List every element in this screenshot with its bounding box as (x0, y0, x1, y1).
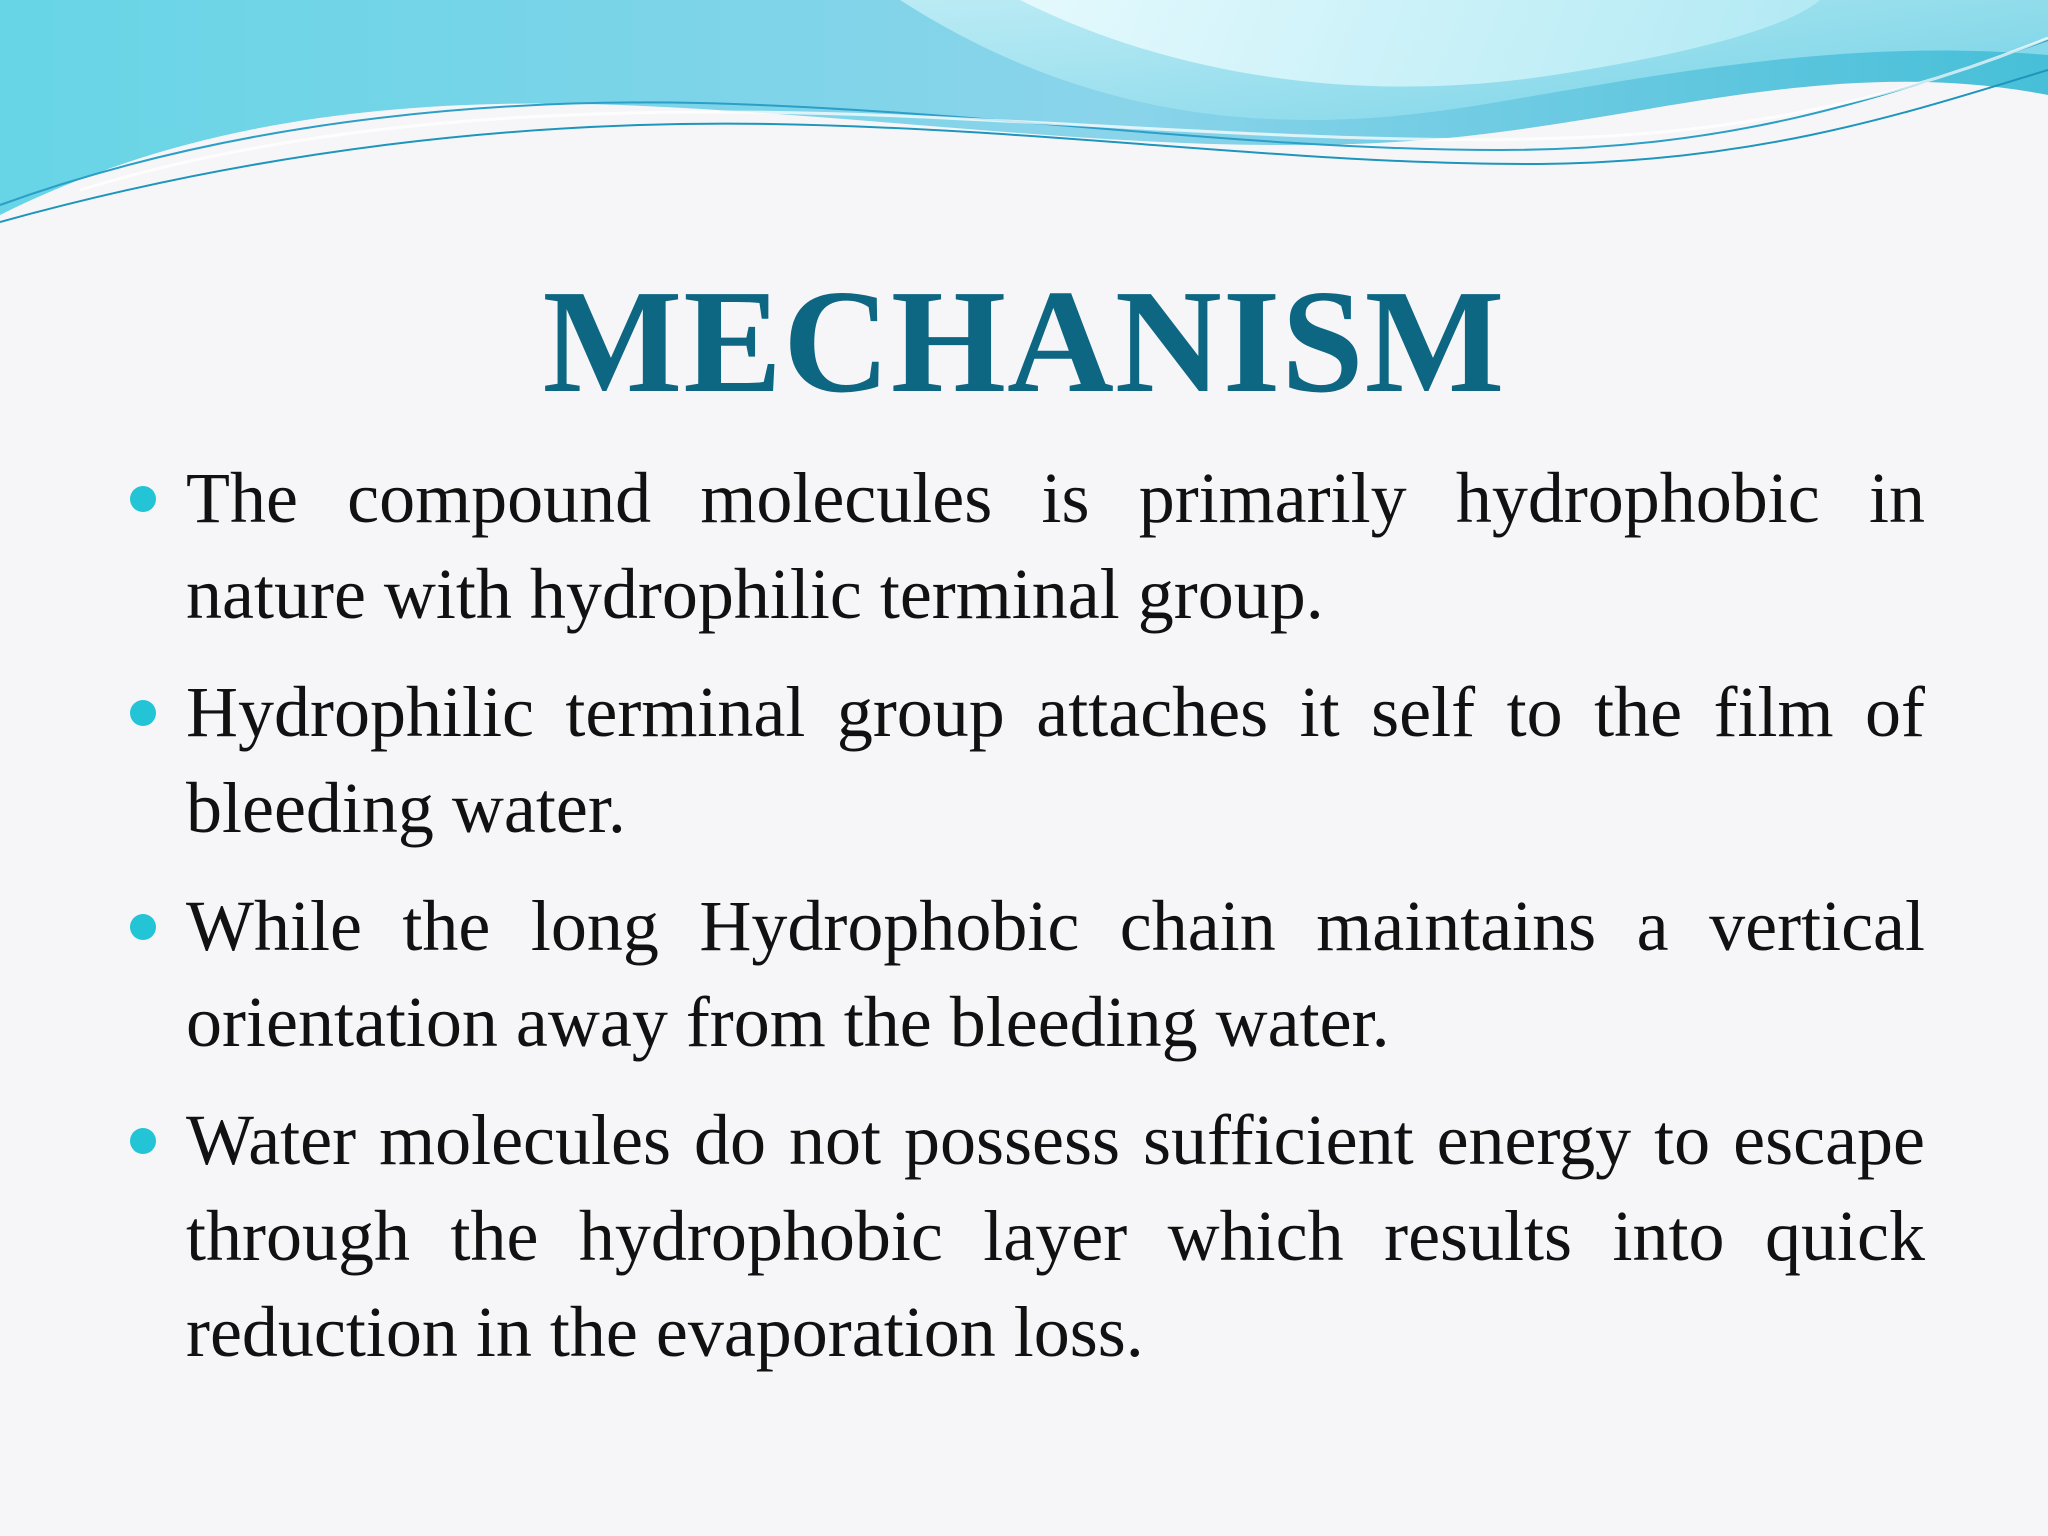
bullet-list (130, 450, 1925, 1402)
bullet-point-icon (130, 914, 156, 940)
bullet-item-1 (130, 450, 1925, 642)
decorative-wave-header (0, 0, 2048, 240)
bullet-text-4: Water molecules do not possess sufficient energy to escape through the hydrophobic layer which results into quick reduction in the evaporation loss. (186, 1100, 1925, 1372)
bullet-text-3: While the long Hydrophobic chain maintains a vertical orientation away from the bleeding water. (186, 886, 1925, 1062)
slide-title: MECHANISM (542, 260, 1506, 424)
bullet-item-4 (130, 1092, 1925, 1380)
bullet-point-icon (130, 700, 156, 726)
bullet-point-icon (130, 1128, 156, 1154)
bullet-text-1: The compound molecules is primarily hydrophobic in nature with hydrophilic terminal group. (186, 458, 1925, 634)
bullet-item-3 (130, 878, 1925, 1070)
bullet-text-2: Hydrophilic terminal group attaches it self to the film of bleeding water. (186, 672, 1925, 848)
bullet-item-2 (130, 664, 1925, 856)
bullet-point-icon (130, 486, 156, 512)
